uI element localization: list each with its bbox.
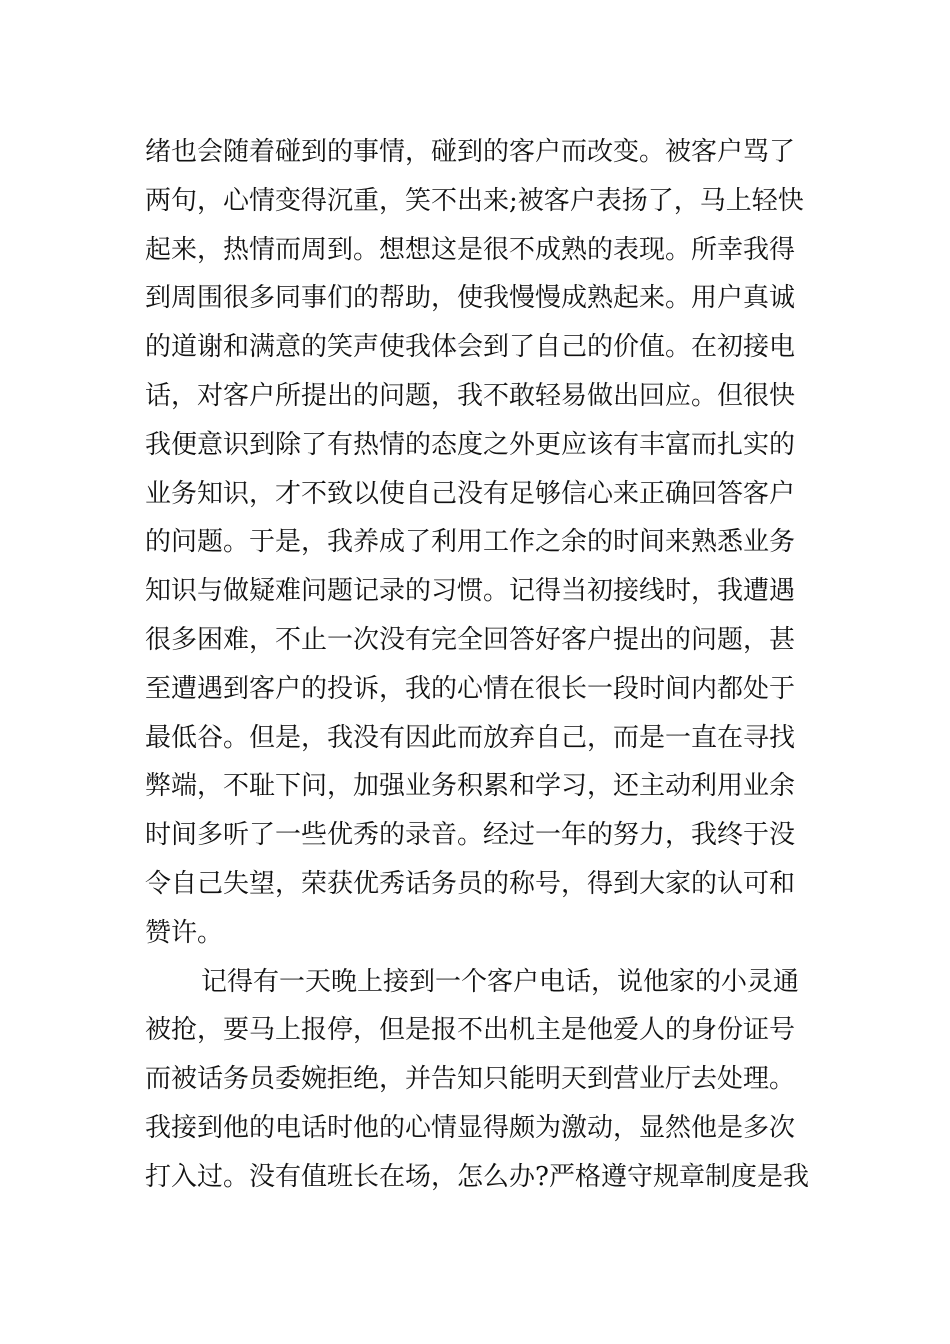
text-line: 时间多听了一些优秀的录音。经过一年的努力，我终于没 [145,820,796,851]
text-line: 我便意识到除了有热情的态度之外更应该有丰富而扎实的 [145,429,796,460]
text-line: 最低谷。但是，我没有因此而放弃自己，而是一直在寻找 [145,722,796,753]
text-line: 绪也会随着碰到的事情，碰到的客户而改变。被客户骂了 [145,137,796,167]
text-line: 被抢，要马上报停，但是报不出机主是他爱人的身份证号 [145,1015,796,1046]
text-line: 弊端，不耻下问，加强业务积累和学习，还主动利用业余 [145,771,796,802]
text-line: 知识与做疑难问题记录的习惯。记得当初接线时，我遭遇 [145,576,796,607]
body-text [145,128,815,1202]
text-line: 我接到他的电话时他的心情显得颇为激动，显然他是多次 [145,1112,796,1143]
text-line: 到周围很多同事们的帮助，使我慢慢成熟起来。用户真诚 [145,283,796,314]
text-line: 起来，热情而周到。想想这是很不成熟的表现。所幸我得 [145,234,796,265]
text-line: 的道谢和满意的笑声使我体会到了自己的价值。在初接电 [145,332,796,363]
text-line: 赞许。 [145,917,224,948]
text-line: 至遭遇到客户的投诉，我的心情在很长一段时间内都处于 [145,673,796,704]
text-line: 而被话务员委婉拒绝，并告知只能明天到营业厅去处理。 [145,1064,796,1095]
text-line: 业务知识，才不致以使自己没有足够信心来正确回答客户 [145,478,796,509]
text-line: 话，对客户所提出的问题，我不敢轻易做出回应。但很快 [145,380,796,411]
text-line: 打入过。没有值班长在场，怎么办?严格遵守规章制度是我 [145,1161,809,1192]
text-line: 两句，心情变得沉重，笑不出来;被客户表扬了，马上轻快 [145,185,804,216]
text-line: 的问题。于是，我养成了利用工作之余的时间来熟悉业务 [145,527,796,558]
text-line: 很多困难，不止一次没有完全回答好客户提出的问题，甚 [145,624,796,655]
text-line: 记得有一天晚上接到一个客户电话，说他家的小灵通 [201,966,800,997]
text-line: 令自己失望，荣获优秀话务员的称号，得到大家的认可和 [145,868,796,899]
